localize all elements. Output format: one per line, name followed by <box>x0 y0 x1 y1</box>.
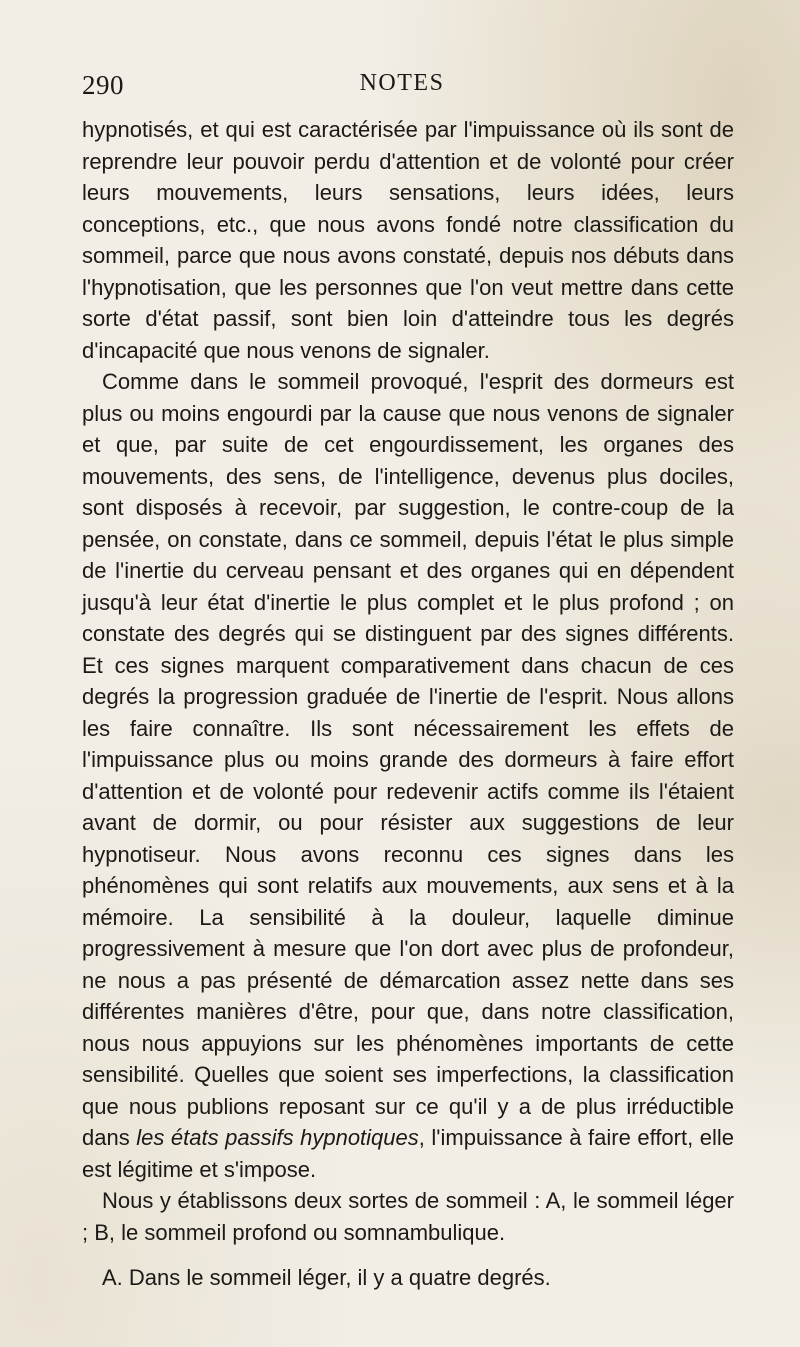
italic-phrase-passive-states: les états passifs hypnotiques <box>136 1125 419 1150</box>
paragraph-sleep-inertia <box>82 366 734 1185</box>
paragraph-sleep-inertia-text: Comme dans le sommeil provoqué, l'esprit des dormeurs est plus ou moins engourdi par la cause que nous venons de signaler et que, par suite de cet engourdissement, les organes des mouvements, des sens, de l'intelligence, devenus plus dociles, sont disposés à recevoir, par suggestion, le contre-coup de la pensée, on constate, dans ce sommeil, depuis l'état le plus simple de l'inertie du cerveau pensant et des organes qui en dépendent jusqu'à leur état d'inertie le plus complet et le plus profond ; on constate des degrés qui se distinguent par des signes différents. Et ces signes marquent comparativement dans chacun de ces degrés la progression graduée de l'inertie de l'esprit. Nous allons les faire connaître. Ils sont nécessairement les effets de l'impuissance plus ou moins grande des dormeurs à faire effort d'attention et de volonté pour redevenir actifs comme ils l'étaient avant de dormir, ou pour résister aux suggestions de leur hypnotiseur. Nous avons reconnu ces signes dans les phénomènes qui sont relatifs aux mouvements, aux sens et à la mémoire. La sensibilité à la douleur, laquelle diminue progressivement à mesure que l'on dort avec plus de profondeur, ne nous a pas présenté de démarcation assez nette dans ses différentes manières d'être, pour que, dans notre classification, nous nous appuyions sur les phénomènes importants de cette sensibilité. Quelles que soient ses imperfections, la classification que nous publions reposant sur ce qu'il y a de plus irréductible dans <box>82 369 734 1150</box>
paragraph-sleep-types: Nous y établissons deux sortes de sommeil : A, le sommeil léger ; B, le sommeil profond ou somnambulique. <box>82 1188 734 1245</box>
paragraph-continuation: hypnotisés, et qui est caractérisée par l'impuissance où ils sont de reprendre leur pouvoir perdu d'attention et de volonté pour créer leurs mouvements, leurs sensations, leurs idées, leurs conceptions, etc., que nous avons fondé notre classification du sommeil, parce que nous avons constaté, depuis nos débuts dans l'hypnotisation, que les personnes que l'on veut mettre dans cette sorte d'état passif, sont bien loin d'atteindre tous les degrés d'incapacité que nous venons de signaler. <box>82 117 734 363</box>
page-number: 290 <box>82 70 124 100</box>
running-head <box>82 70 722 104</box>
body-text <box>82 114 734 1294</box>
section-a-heading: A. Dans le sommeil léger, il y a quatre degrés. <box>102 1265 551 1290</box>
paragraph-sleep-inertia-end: , l'impuissance à faire effort, elle est légitime et s'impose. <box>82 1125 734 1182</box>
header-title: NOTES <box>359 70 445 96</box>
